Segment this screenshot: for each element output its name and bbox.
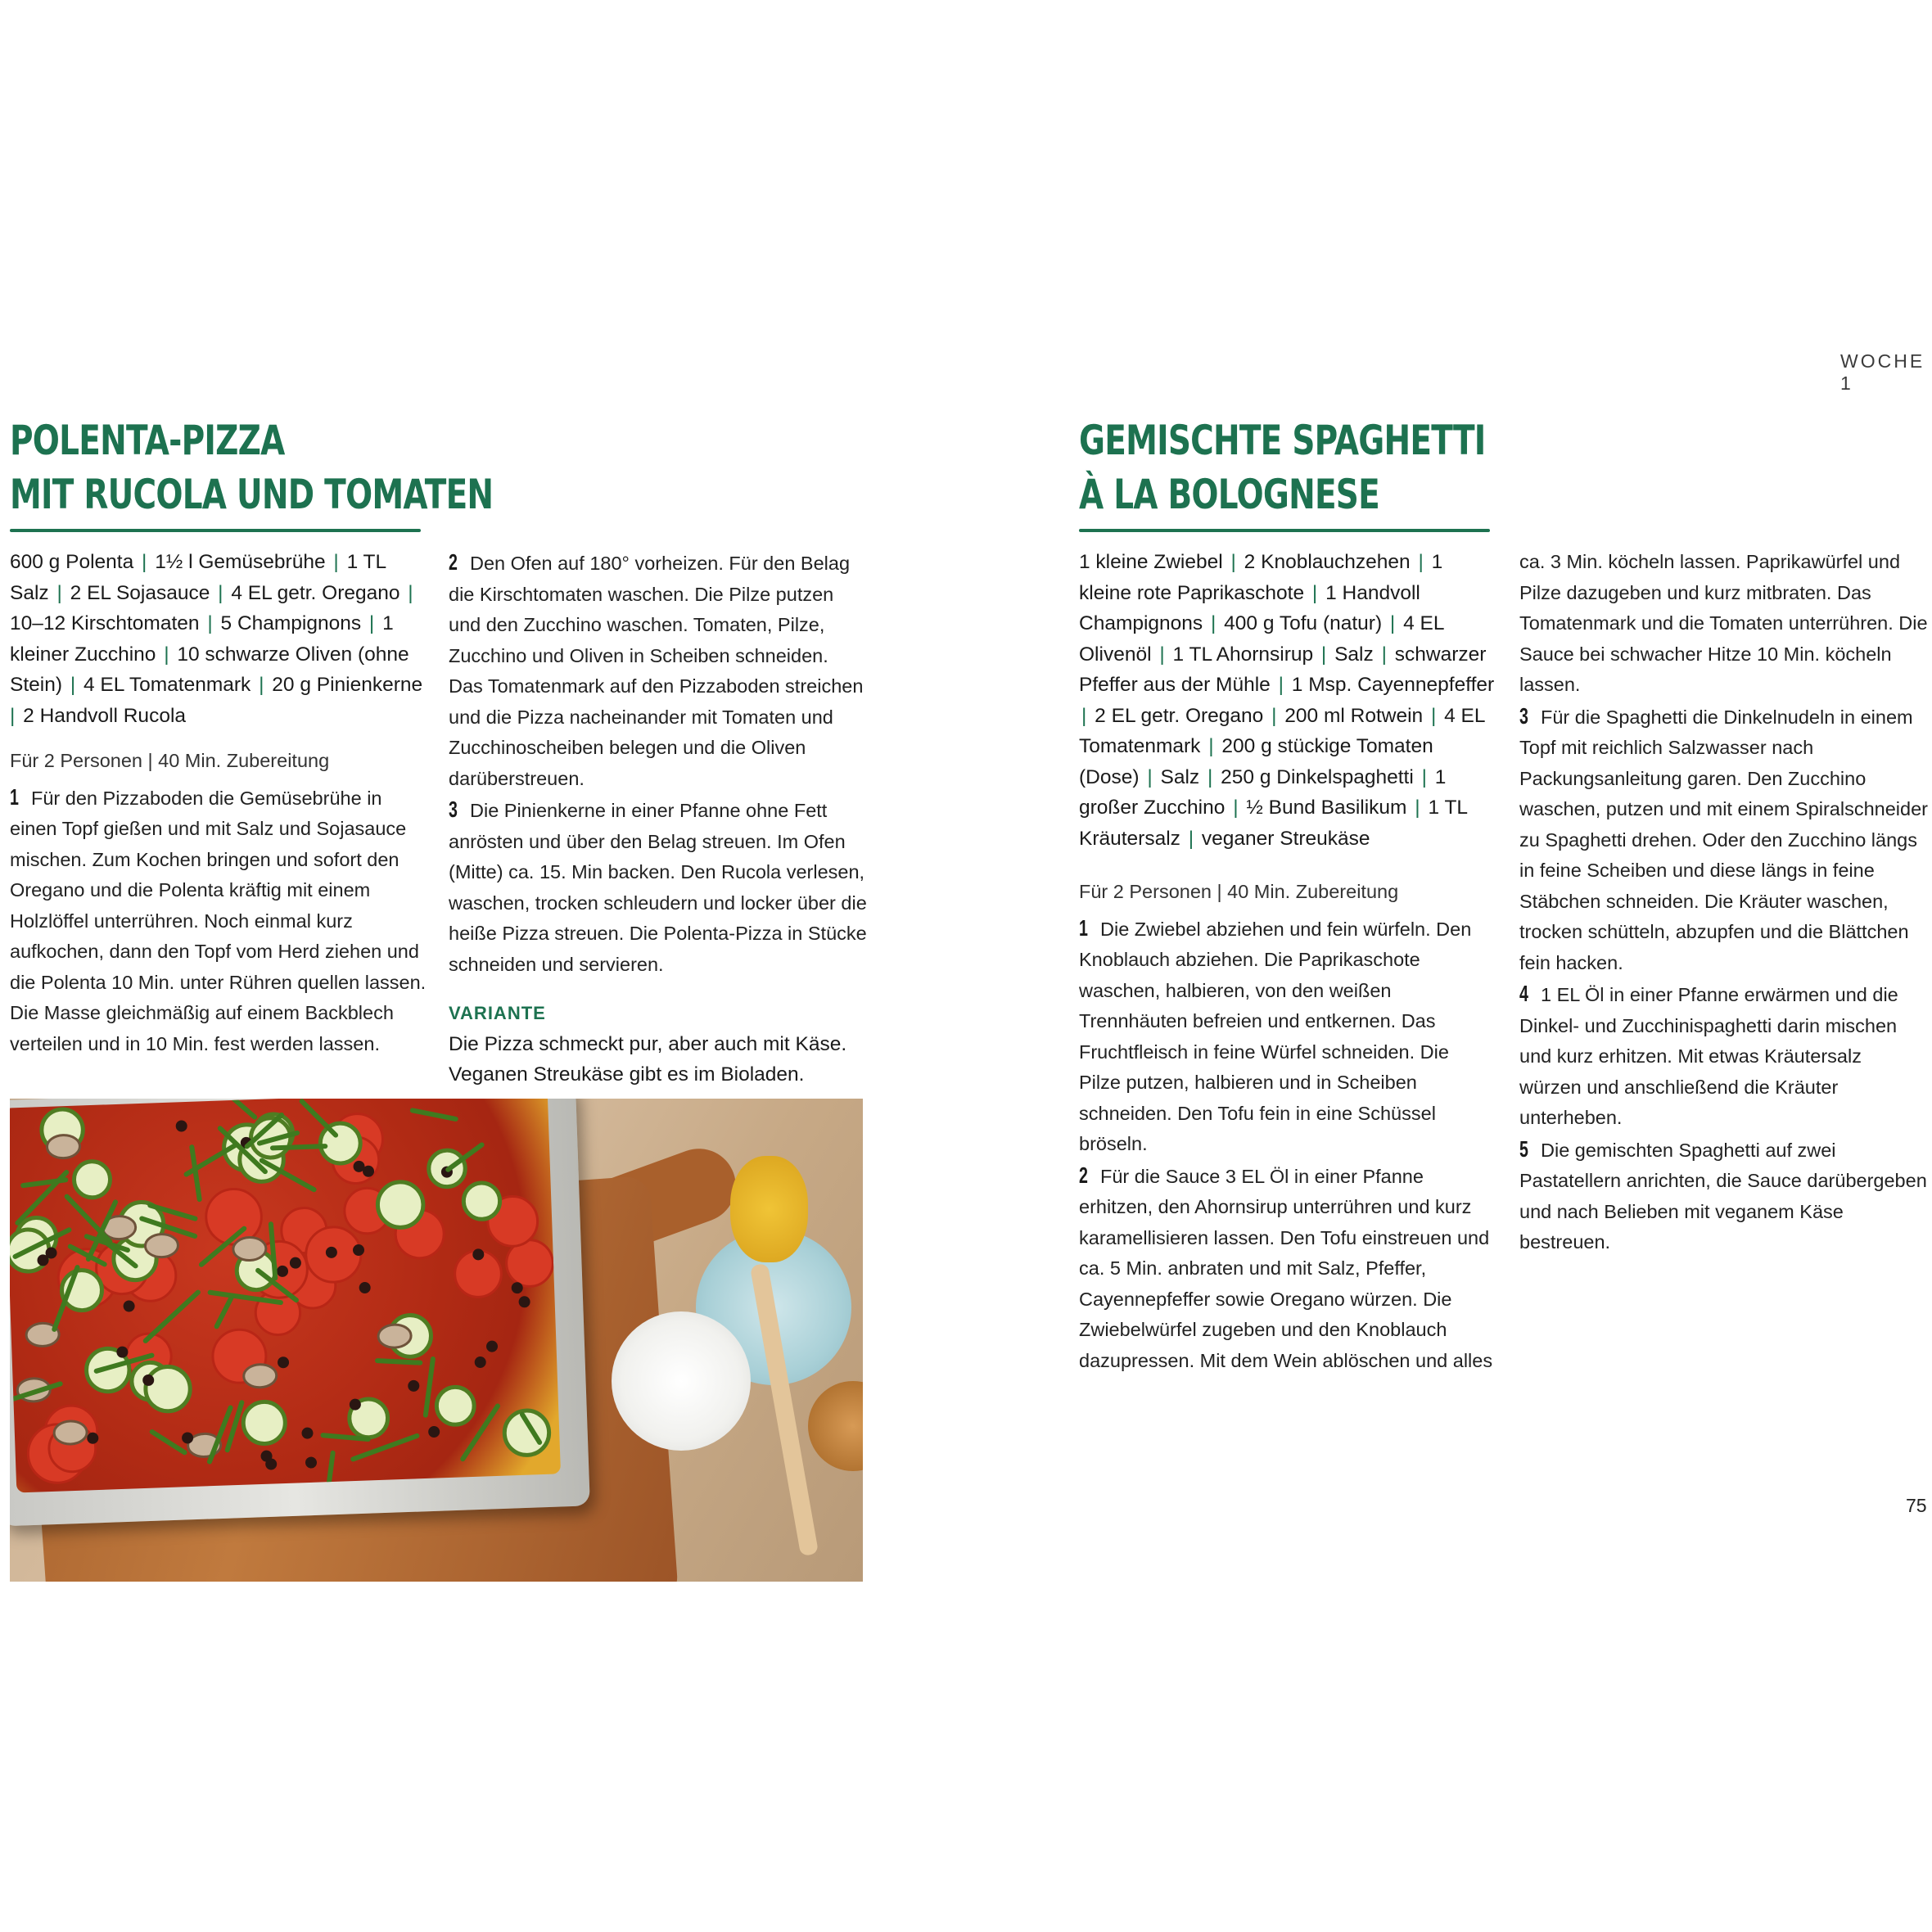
step-text: Die Pinienkerne in einer Pfanne ohne Fett anrösten und über den Belag streuen. Im Ofen (Mitte) ca. 15. Min backen. Den Rucola verlesen, waschen, trocken schleudern und locker über die heiße Pizza streuen. Die Polenta-Pizza in Stücke schneiden und servieren. <box>449 800 867 975</box>
ingredient-separator: | <box>1272 674 1289 696</box>
ingredient: Salz <box>1334 643 1374 666</box>
ingredient: 1 kleiner Zucchino <box>10 612 394 666</box>
ingredient-separator: | <box>253 674 270 696</box>
ingredient: 1 kleine Zwiebel <box>1079 551 1223 573</box>
zucchini-slice <box>242 1402 286 1445</box>
step-number: 3 <box>1519 702 1528 729</box>
step-text: 1 EL Öl in einer Pfanne erwärmen und die Dinkel- und Zucchinispaghetti darin mischen und kurz erhitzen. Mit etwas Kräutersalz würzen und anschließend die Kräuter unterheben. <box>1519 984 1898 1128</box>
zucchini-slice <box>74 1161 111 1198</box>
zucchini-slice <box>377 1181 423 1228</box>
rucola-leaf <box>302 1100 336 1136</box>
ingredient-separator: | <box>1202 765 1219 788</box>
ingredient: 1 kleine rote Paprikaschote <box>1079 551 1443 604</box>
step-number: 3 <box>449 797 458 822</box>
right-title-line-1: GEMISCHTE SPAGHETTI <box>1079 417 1486 464</box>
ingredient: 400 g Tofu (natur) <box>1224 612 1383 634</box>
left-recipe-title <box>10 413 630 521</box>
ingredient-separator: | <box>1182 827 1199 850</box>
olive-piece <box>359 1282 370 1293</box>
zucchini-slice <box>463 1182 501 1220</box>
left-title-rule <box>10 529 421 532</box>
olive-piece <box>428 1426 440 1438</box>
white-cup <box>612 1311 751 1451</box>
polenta-pizza <box>10 1099 561 1492</box>
ingredient: 200 ml Rotwein <box>1284 704 1424 727</box>
ingredient-separator: | <box>1081 704 1093 727</box>
ingredient: 1 großer Zucchino <box>1079 765 1447 819</box>
ingredient-separator: | <box>1203 735 1220 757</box>
ingredient: 600 g Polenta <box>10 551 134 573</box>
ingredient-separator: | <box>1375 643 1393 666</box>
rucola-leaf <box>377 1359 420 1364</box>
rucola-leaf <box>423 1359 435 1415</box>
left-column-1 <box>10 547 427 1059</box>
rucola-leaf <box>227 1099 255 1118</box>
step-number: 4 <box>1519 981 1528 1006</box>
right-step-1 <box>1079 913 1495 1160</box>
olive-piece <box>278 1356 289 1368</box>
step-text: Für die Sauce 3 EL Öl in einer Pfanne erhitzen, den Ahornsirup unterrühren und kurz karamellisieren lassen. Den Tofu einstreuen und ca. 5 Min. anbraten und mit Salz, Pfeffer, Cayennepfeffer sowie Oregano würzen. Die Zwiebelwürfel zugeben und den Knoblauch dazupressen. Mit dem Wein ablöschen und alles <box>1079 1165 1493 1371</box>
polenta-scoop <box>730 1156 808 1262</box>
ingredient-separator: | <box>1307 581 1324 604</box>
step-number: 2 <box>1079 1162 1088 1188</box>
olive-piece <box>408 1380 419 1392</box>
rucola-leaf <box>215 1296 232 1326</box>
ingredient-separator: | <box>327 551 345 573</box>
right-recipe-title <box>1079 413 1600 521</box>
right-step-3 <box>1519 701 1929 979</box>
ingredient-separator: | <box>1425 704 1442 727</box>
ingredient-separator: | <box>1227 797 1244 819</box>
ingredient-separator: | <box>51 581 68 604</box>
ingredient: 2 EL Sojasauce <box>70 581 210 604</box>
step-text: Für den Pizzaboden die Gemüsebrühe in einen Topf gießen und mit Salz und Sojasauce mischen. Zum Kochen bringen und sofort den Oregano und die Polenta kräftig mit einem Holzlöffel unterrühren. Noch einmal kurz aufkochen, dann den Topf vom Herd ziehen und die Polenta 10 Min. unter Rühren quellen lassen. Die Masse gleichmäßig auf einem Backblech verteilen und in 10 Min. fest werden lassen. <box>10 787 427 1054</box>
olive-piece <box>175 1120 187 1131</box>
left-step-2 <box>449 547 868 794</box>
ingredient: 4 EL Olivenöl <box>1079 612 1444 666</box>
pizza-photo <box>10 1099 863 1582</box>
step-text: Den Ofen auf 180° vorheizen. Für den Belag die Kirschtomaten waschen. Die Pilze putzen und den Zucchino waschen. Tomaten, Pilze, Zucchino und Oliven in Scheiben schneiden. Das Tomatenmark auf den Pizzaboden streichen und die Pizza nacheinander mit Tomaten und Zucchinoscheiben belegen und die Oliven darüberstreuen. <box>449 553 864 789</box>
ingredient: 200 g stückige Tomaten (Dose) <box>1079 735 1433 788</box>
step-number: 2 <box>449 549 458 575</box>
olive-piece <box>518 1296 530 1307</box>
ingredient: 4 EL getr. Oregano <box>231 581 400 604</box>
olive-piece <box>301 1427 313 1438</box>
ingredient: 5 Champignons <box>220 612 362 634</box>
left-title-line-1: POLENTA-PIZZA <box>10 417 285 464</box>
right-step-5 <box>1519 1134 1929 1258</box>
ingredient-separator: | <box>1412 551 1429 573</box>
ingredient: veganer Streukäse <box>1201 827 1370 850</box>
ingredient: ½ Bund Basilikum <box>1246 797 1407 819</box>
ingredient-separator: | <box>65 674 81 696</box>
right-step-2-part-1 <box>1079 1160 1495 1377</box>
rucola-leaf <box>273 1146 325 1148</box>
ingredient-separator: | <box>10 704 21 727</box>
ingredient: 250 g Dinkelspaghetti <box>1221 765 1414 788</box>
right-step-4 <box>1519 978 1929 1134</box>
ingredient-separator: | <box>1225 551 1242 573</box>
ingredient-separator: | <box>1384 612 1402 634</box>
ingredient: 1½ l Gemüsebrühe <box>155 551 326 573</box>
ingredient-separator: | <box>1205 612 1222 634</box>
ingredient-separator: | <box>1266 704 1283 727</box>
ingredient-separator: | <box>136 551 153 573</box>
right-step-2-part-2: ca. 3 Min. köcheln lassen. Paprikawürfel und Pilze dazugeben und kurz mitbraten. Das Tomatenmark und die Tomaten unterrühren. Die Sauce bei schwacher Hitze 10 Min. köcheln lassen. <box>1519 551 1928 695</box>
ingredient-separator: | <box>158 643 175 666</box>
ingredient: 1 TL Kräutersalz <box>1079 797 1468 850</box>
mushroom-slice <box>47 1135 80 1158</box>
ingredient: 4 EL Tomatenmark <box>1079 704 1485 757</box>
ingredient: 1 TL Salz <box>10 551 386 604</box>
ingredient-separator: | <box>1415 765 1433 788</box>
step-text: Für die Spaghetti die Dinkelnudeln in einem Topf mit reichlich Salzwasser nach Packungsanleitung garen. Den Zucchino waschen, putzen und mit einem Spiralschneider zu Spaghetti drehen. Oder den Zucchino längs in feine Scheiben und diese längs in feine Stäbchen schneiden. Die Kräuter waschen, trocken schütteln, abzupfen und die Blättchen fein hacken. <box>1519 706 1928 973</box>
ingredient: schwarzer Pfeffer aus der Mühle <box>1079 643 1487 696</box>
olive-piece <box>474 1356 485 1368</box>
right-title-line-2: À LA BOLOGNESE <box>1079 471 1379 518</box>
ingredient-separator: | <box>1316 643 1333 666</box>
ingredient: 10–12 Kirschtomaten <box>10 612 200 634</box>
rucola-leaf <box>413 1109 456 1121</box>
ingredient-separator: | <box>1153 643 1171 666</box>
mushroom-slice <box>145 1234 178 1257</box>
ingredient: 2 Handvoll Rucola <box>23 704 187 727</box>
step-number: 1 <box>1079 914 1088 941</box>
olive-piece <box>486 1340 498 1352</box>
step-number: 1 <box>10 783 19 810</box>
variant-text: Die Pizza schmeckt pur, aber auch mit Käse. Veganen Streukäse gibt es im Bioladen. <box>449 1032 847 1086</box>
ingredient-separator: | <box>1409 797 1426 819</box>
right-meta: Für 2 Personen | 40 Min. Zubereitung <box>1079 881 1399 902</box>
variant-heading: VARIANTE <box>449 1003 546 1023</box>
ingredient: 10 schwarze Oliven (ohne Stein) <box>10 643 409 696</box>
ingredient: 4 EL Tomatenmark <box>84 674 251 696</box>
right-column-2 <box>1519 547 1929 1258</box>
left-meta: Für 2 Personen | 40 Min. Zubereitung <box>10 750 330 771</box>
pizza-toppings <box>10 1099 561 1492</box>
ingredient-separator: | <box>363 612 381 634</box>
zucchini-slice <box>436 1387 475 1425</box>
right-ingredients <box>1079 547 1495 854</box>
page-number: 75 <box>1906 1495 1927 1516</box>
rucola-leaf <box>16 1172 68 1223</box>
olive-piece <box>123 1300 134 1311</box>
mushroom-slice <box>243 1364 277 1388</box>
zucchini-slice <box>503 1410 549 1456</box>
left-title-line-2: MIT RUCOLA UND TOMATEN <box>10 471 494 518</box>
running-head: WOCHE 1 <box>1840 350 1925 394</box>
pine-nut-bowl <box>808 1381 863 1471</box>
right-column-1 <box>1079 547 1495 1376</box>
right-title-rule <box>1079 529 1490 532</box>
ingredient: 2 Knoblauchzehen <box>1244 551 1411 573</box>
mushroom-slice <box>54 1420 88 1444</box>
left-step-1 <box>10 782 427 1060</box>
ingredient-separator: | <box>402 581 413 604</box>
ingredient: 1 TL Ahornsirup <box>1172 643 1314 666</box>
ingredient: 2 EL getr. Oregano <box>1095 704 1264 727</box>
mushroom-slice <box>232 1237 266 1261</box>
mushroom-slice <box>378 1324 412 1347</box>
ingredient-separator: | <box>1141 765 1158 788</box>
step-number: 5 <box>1519 1135 1528 1162</box>
step-text: Die Zwiebel abziehen und fein würfeln. Den Knoblauch abziehen. Die Paprikaschote waschen, halbieren, von den weißen Trennhäuten befreien und entkernen. Das Fruchtfleisch in feine Würfel schneiden. Die Pilze putzen, halbieren und in Scheiben schneiden. Den Tofu fein in eine Schüssel bröseln. <box>1079 918 1472 1154</box>
left-step-3 <box>449 794 868 980</box>
ingredient: Salz <box>1160 765 1200 788</box>
zucchini-slice <box>145 1366 191 1412</box>
ingredient: 1 Msp. Cayennepfeffer <box>1291 674 1495 696</box>
ingredient: 20 g Pinienkerne <box>272 674 423 696</box>
left-ingredients <box>10 547 427 731</box>
ingredient: 1 Handvoll Champignons <box>1079 581 1420 634</box>
rucola-leaf <box>152 1431 185 1454</box>
ingredient-separator: | <box>212 581 229 604</box>
olive-piece <box>305 1456 317 1468</box>
left-column-2 <box>449 547 868 1090</box>
ingredient-separator: | <box>201 612 219 634</box>
rucola-leaf <box>192 1147 199 1199</box>
step-text: Die gemischten Spaghetti auf zwei Pastatellern anrichten, die Sauce darübergeben und nach Belieben mit veganem Käse bestreuen. <box>1519 1139 1927 1253</box>
